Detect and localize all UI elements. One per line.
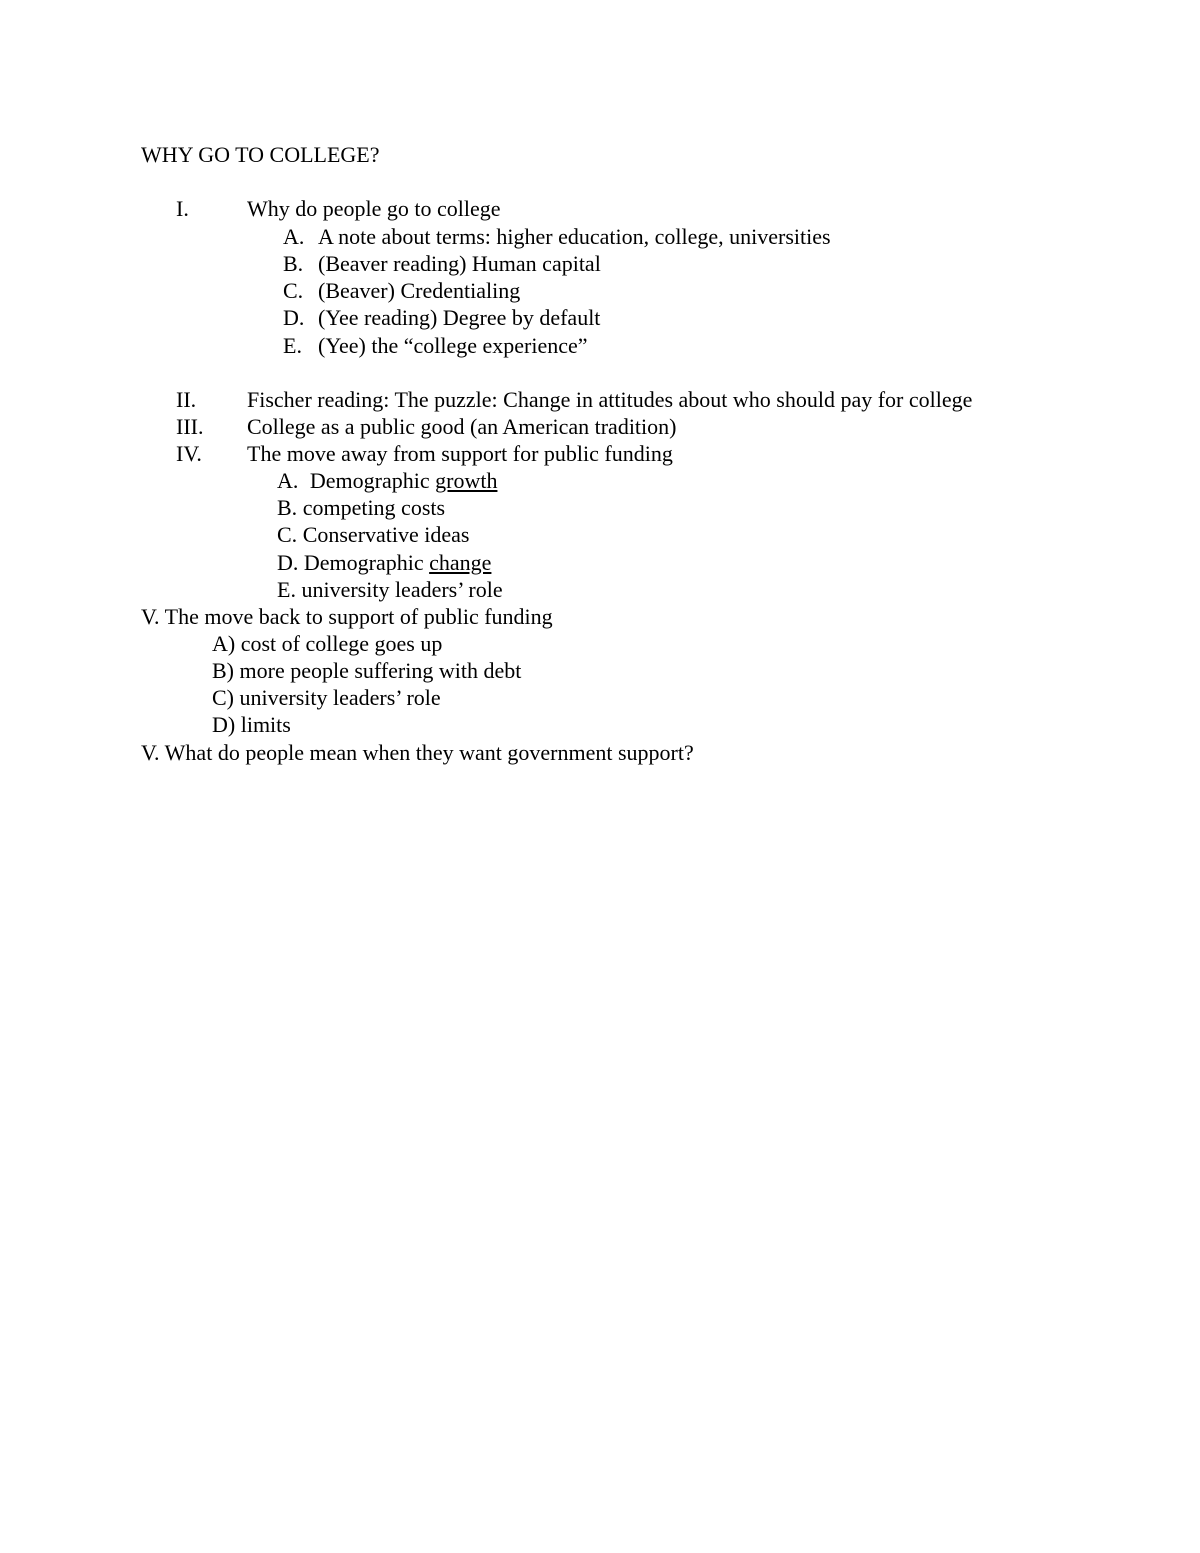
section-5-item-a-marker: A) (212, 631, 236, 656)
section-1-item-a-marker: A. (283, 224, 305, 249)
section-5-numeral: V. (141, 604, 160, 629)
section-1-item-d-marker: D. (283, 305, 305, 330)
section-1-heading: Why do people go to college (247, 196, 501, 221)
section-5-item-d-text: limits (240, 712, 291, 737)
section-4-heading: The move away from support for public funding (247, 441, 673, 466)
section-4-item-a-text: Demographic (309, 468, 436, 493)
section-5-heading: The move back to support of public funding (164, 604, 553, 629)
section-4-item-e (277, 577, 503, 603)
section-3-numeral: III. (176, 414, 204, 439)
document-title: WHY GO TO COLLEGE? (141, 142, 380, 167)
section-5-item-a-text: cost of college goes up (240, 631, 443, 656)
section-1-numeral: I. (176, 196, 189, 221)
section-1-item-c-marker: C. (283, 278, 304, 303)
section-6-line (141, 740, 694, 766)
section-6-numeral: V. (141, 740, 160, 765)
section-1-item-d-text: (Yee reading) Degree by default (318, 305, 601, 330)
section-4-item-e-marker: E. (277, 577, 296, 602)
section-4-item-c-text: Conservative ideas (302, 522, 470, 547)
section-5-item-d-marker: D) (212, 712, 236, 737)
section-1-item-b-text: (Beaver reading) Human capital (318, 251, 601, 276)
section-5-item-c-text: university leaders’ role (239, 685, 441, 710)
section-1-item-b-marker: B. (283, 251, 304, 276)
section-5-item-b (212, 658, 521, 684)
section-4-item-b-text: competing costs (302, 495, 446, 520)
section-5-item-d (212, 712, 291, 738)
section-3-heading: College as a public good (an American tradition) (247, 414, 677, 439)
section-4-item-c (277, 522, 469, 548)
section-4-item-c-marker: C. (277, 522, 298, 547)
section-4-item-d-marker: D. (277, 550, 299, 575)
section-5-item-a (212, 631, 442, 657)
section-4-item-d-text: Demographic (303, 550, 430, 575)
section-4-item-a-marker: A. (277, 468, 299, 493)
section-5-item-c-marker: C) (212, 685, 234, 710)
section-1-item-e-text: (Yee) the “college experience” (318, 333, 588, 358)
section-1-item-a-text: A note about terms: higher education, college, universities (318, 224, 831, 249)
section-1-item-e-marker: E. (283, 333, 302, 358)
section-1-item-c-text: (Beaver) Credentialing (318, 278, 521, 303)
section-5-line (141, 604, 553, 630)
section-4-item-a (277, 468, 497, 494)
section-5-item-b-text: more people suffering with debt (239, 658, 522, 683)
section-4-numeral: IV. (176, 441, 202, 466)
section-4-item-b-marker: B. (277, 495, 298, 520)
section-5-item-b-marker: B) (212, 658, 234, 683)
section-5-item-c (212, 685, 441, 711)
section-4-item-d (277, 550, 491, 576)
section-4-item-d-underlined: change (429, 550, 492, 575)
section-6-heading: What do people mean when they want government support? (164, 740, 694, 765)
section-2-numeral: II. (176, 387, 197, 412)
section-4-item-a-underlined: growth (435, 468, 498, 493)
section-4-item-b (277, 495, 445, 521)
section-2-heading: Fischer reading: The puzzle: Change in attitudes about who should pay for college (247, 387, 973, 412)
section-4-item-e-text: university leaders’ role (301, 577, 503, 602)
